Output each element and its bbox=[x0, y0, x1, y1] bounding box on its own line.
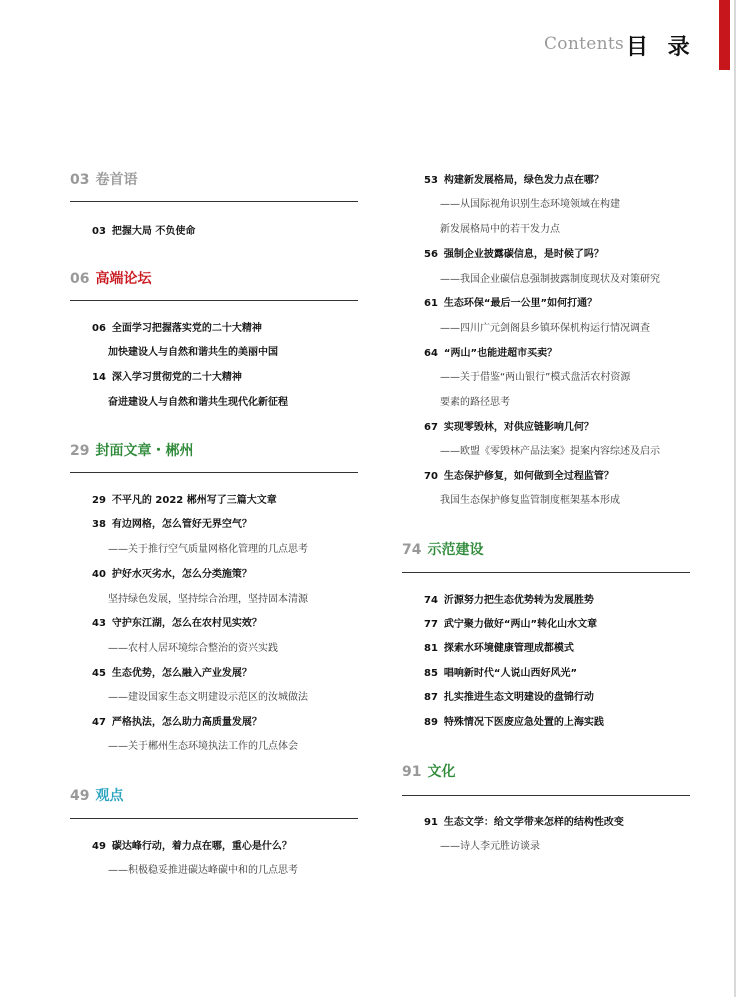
entry-text: ——诗人李元胜访谈录 bbox=[440, 841, 540, 852]
entry-text: 生态优势，怎么融入产业发展？ bbox=[111, 668, 252, 679]
entry-text: ——关于推行空气质量网格化管理的几点思考 bbox=[108, 544, 308, 555]
toc-entry-title[interactable] bbox=[108, 393, 288, 408]
accent-bar bbox=[719, 0, 730, 70]
entry-text: ——关于郴州生态环境执法工作的几点体会 bbox=[108, 741, 298, 752]
section-divider bbox=[70, 300, 358, 301]
page-number: 77 bbox=[424, 619, 438, 630]
entry-text: ——积极稳妥推进碳达峰碳中和的几点思考 bbox=[108, 865, 298, 876]
entry-text: 武宁聚力做好“两山”转化山水文章 bbox=[443, 619, 598, 630]
page-number: 91 bbox=[424, 817, 438, 828]
section-page-number: 49 bbox=[70, 788, 90, 804]
entry-text: 探索水环境健康管理成都模式 bbox=[443, 643, 574, 654]
section-page-number: 74 bbox=[402, 542, 422, 558]
section-page-number: 06 bbox=[70, 271, 90, 287]
toc-entry-title[interactable] bbox=[424, 245, 604, 260]
toc-entry-subtitle[interactable] bbox=[108, 861, 298, 876]
page-number: 53 bbox=[424, 175, 438, 186]
entry-text: ——我国企业碳信息强制披露制度现状及对策研究 bbox=[440, 274, 660, 285]
entry-text: 碳达峰行动，着力点在哪，重心是什么？ bbox=[111, 841, 292, 852]
page-number: 81 bbox=[424, 643, 438, 654]
toc-entry-title[interactable] bbox=[92, 713, 262, 728]
toc-entry-title[interactable] bbox=[424, 344, 557, 359]
section-title: 示范建设 bbox=[427, 542, 484, 558]
page-number: 70 bbox=[424, 471, 438, 482]
page-number: 85 bbox=[424, 668, 438, 679]
page-number: 74 bbox=[424, 595, 438, 606]
toc-entry-title[interactable] bbox=[424, 591, 594, 606]
page-number: 45 bbox=[92, 668, 106, 679]
toc-entry-subtitle[interactable] bbox=[440, 491, 620, 506]
toc-entry-title[interactable] bbox=[424, 615, 597, 630]
page-number: 43 bbox=[92, 618, 106, 629]
entry-text: ——建设国家生态文明建设示范区的汝城做法 bbox=[108, 692, 308, 703]
toc-entry-title[interactable] bbox=[92, 614, 262, 629]
entry-text: 生态文学：给文学带来怎样的结构性改变 bbox=[443, 817, 624, 828]
page-number: 61 bbox=[424, 298, 438, 309]
entry-text: “两山”也能进超市买卖？ bbox=[443, 348, 558, 359]
toc-entry-title[interactable] bbox=[424, 171, 604, 186]
toc-entry-subtitle[interactable] bbox=[440, 442, 660, 457]
entry-text: 奋进建设人与自然和谐共生现代化新征程 bbox=[108, 397, 288, 408]
entry-text: 唱响新时代“人说山西好风光” bbox=[443, 668, 578, 679]
section-title: 封面文章・郴州 bbox=[95, 443, 194, 459]
page-number: 03 bbox=[92, 226, 106, 237]
section-heading[interactable] bbox=[70, 268, 151, 288]
entry-text: 实现零毁林，对供应链影响几何？ bbox=[443, 422, 594, 433]
toc-entry-title[interactable] bbox=[424, 467, 614, 482]
page-number: 38 bbox=[92, 519, 106, 530]
page-title: 目 录 bbox=[626, 35, 696, 60]
section-divider bbox=[402, 795, 690, 796]
toc-entry-title[interactable] bbox=[424, 688, 594, 703]
toc-entry-subtitle[interactable] bbox=[108, 737, 298, 752]
page-number: 29 bbox=[92, 495, 106, 506]
toc-entry-subtitle[interactable] bbox=[440, 195, 620, 210]
entry-text: 坚持绿色发展，坚持综合治理，坚持固本清源 bbox=[108, 594, 308, 605]
section-divider bbox=[70, 472, 358, 473]
section-title: 卷首语 bbox=[95, 172, 138, 188]
entry-text: 有边网格，怎么管好无界空气？ bbox=[111, 519, 252, 530]
page-number: 64 bbox=[424, 348, 438, 359]
entry-text: 强制企业披露碳信息，是时候了吗？ bbox=[443, 249, 604, 260]
entry-text: 守护东江湖，怎么在农村见实效？ bbox=[111, 618, 262, 629]
page-number: 47 bbox=[92, 717, 106, 728]
toc-entry-title[interactable] bbox=[92, 319, 262, 334]
toc-entry-subtitle[interactable] bbox=[440, 837, 540, 852]
entry-text: 护好水灭劣水，怎么分类施策？ bbox=[111, 569, 252, 580]
toc-entry-title[interactable] bbox=[424, 639, 574, 654]
section-page-number: 29 bbox=[70, 443, 90, 459]
entry-text: 不平凡的 2022 郴州写了三篇大文章 bbox=[111, 495, 277, 506]
toc-entry-subtitle[interactable] bbox=[440, 393, 510, 408]
entry-text: ——农村人居环境综合整治的资兴实践 bbox=[108, 643, 278, 654]
toc-entry-subtitle[interactable] bbox=[108, 540, 308, 555]
entry-text: 深入学习贯彻党的二十大精神 bbox=[111, 372, 242, 383]
toc-entry-subtitle[interactable] bbox=[108, 639, 278, 654]
section-divider bbox=[70, 818, 358, 819]
section-title: 观点 bbox=[95, 788, 124, 804]
toc-entry-title[interactable] bbox=[92, 222, 195, 237]
toc-entry-subtitle[interactable] bbox=[440, 220, 560, 235]
entry-text: 全面学习把握落实党的二十大精神 bbox=[111, 323, 262, 334]
entry-text: 我国生态保护修复监管制度框架基本形成 bbox=[440, 495, 620, 506]
entry-text: 新发展格局中的若干发力点 bbox=[440, 224, 560, 235]
entry-text: 构建新发展格局，绿色发力点在哪？ bbox=[443, 175, 604, 186]
entry-text: ——欧盟《零毁林产品法案》提案内容综述及启示 bbox=[440, 446, 660, 457]
page-number: 89 bbox=[424, 717, 438, 728]
toc-entry-title[interactable] bbox=[424, 813, 624, 828]
section-heading[interactable] bbox=[402, 761, 455, 781]
toc-entry-title[interactable] bbox=[424, 418, 594, 433]
entry-text: ——四川广元剑阁县乡镇环保机构运行情况调查 bbox=[440, 323, 650, 334]
section-divider bbox=[402, 572, 690, 573]
entry-text: 严格执法，怎么助力高质量发展？ bbox=[111, 717, 262, 728]
toc-entry-title[interactable] bbox=[92, 565, 252, 580]
toc-entry-subtitle[interactable] bbox=[440, 319, 650, 334]
page-number: 49 bbox=[92, 841, 106, 852]
section-title: 文化 bbox=[427, 764, 456, 780]
page-number: 14 bbox=[92, 372, 106, 383]
toc-entry-title[interactable] bbox=[92, 837, 292, 852]
toc-entry-subtitle[interactable] bbox=[108, 688, 308, 703]
section-title: 高端论坛 bbox=[95, 271, 152, 287]
contents-label: Contents bbox=[544, 34, 624, 54]
entry-text: 生态保护修复，如何做到全过程监管？ bbox=[443, 471, 614, 482]
entry-text: 生态环保“最后一公里”如何打通？ bbox=[443, 298, 598, 309]
toc-entry-subtitle[interactable] bbox=[440, 270, 660, 285]
toc-entry-title[interactable] bbox=[92, 368, 242, 383]
section-heading[interactable] bbox=[70, 785, 123, 805]
entry-text: 沂源努力把生态优势转为发展胜势 bbox=[443, 595, 594, 606]
toc-entry-title[interactable] bbox=[424, 713, 604, 728]
toc-entry-title[interactable] bbox=[108, 343, 278, 358]
entry-text: ——关于借鉴“两山银行”模式盘活农村资源 bbox=[440, 372, 631, 383]
page-number: 56 bbox=[424, 249, 438, 260]
entry-text: ——从国际视角识别生态环境领域在构建 bbox=[440, 199, 620, 210]
toc-entry-subtitle[interactable] bbox=[440, 368, 630, 383]
entry-text: 要素的路径思考 bbox=[440, 397, 510, 408]
section-heading[interactable] bbox=[402, 539, 483, 559]
toc-entry-title[interactable] bbox=[424, 664, 577, 679]
toc-entry-title[interactable] bbox=[92, 664, 252, 679]
toc-entry-title[interactable] bbox=[92, 515, 252, 530]
entry-text: 特殊情况下医废应急处置的上海实践 bbox=[443, 717, 604, 728]
section-divider bbox=[70, 201, 358, 202]
page-number: 87 bbox=[424, 692, 438, 703]
toc-entry-subtitle[interactable] bbox=[108, 590, 308, 605]
entry-text: 加快建设人与自然和谐共生的美丽中国 bbox=[108, 347, 278, 358]
page-number: 67 bbox=[424, 422, 438, 433]
entry-text: 把握大局 不负使命 bbox=[111, 226, 196, 237]
toc-entry-title[interactable] bbox=[424, 294, 597, 309]
page-number: 40 bbox=[92, 569, 106, 580]
page-number: 06 bbox=[92, 323, 106, 334]
toc-entry-title[interactable] bbox=[92, 491, 277, 506]
entry-text: 扎实推进生态文明建设的盘锦行动 bbox=[443, 692, 594, 703]
section-heading[interactable] bbox=[70, 440, 193, 460]
section-page-number: 03 bbox=[70, 172, 90, 188]
section-page-number: 91 bbox=[402, 764, 422, 780]
section-heading[interactable] bbox=[70, 169, 137, 189]
